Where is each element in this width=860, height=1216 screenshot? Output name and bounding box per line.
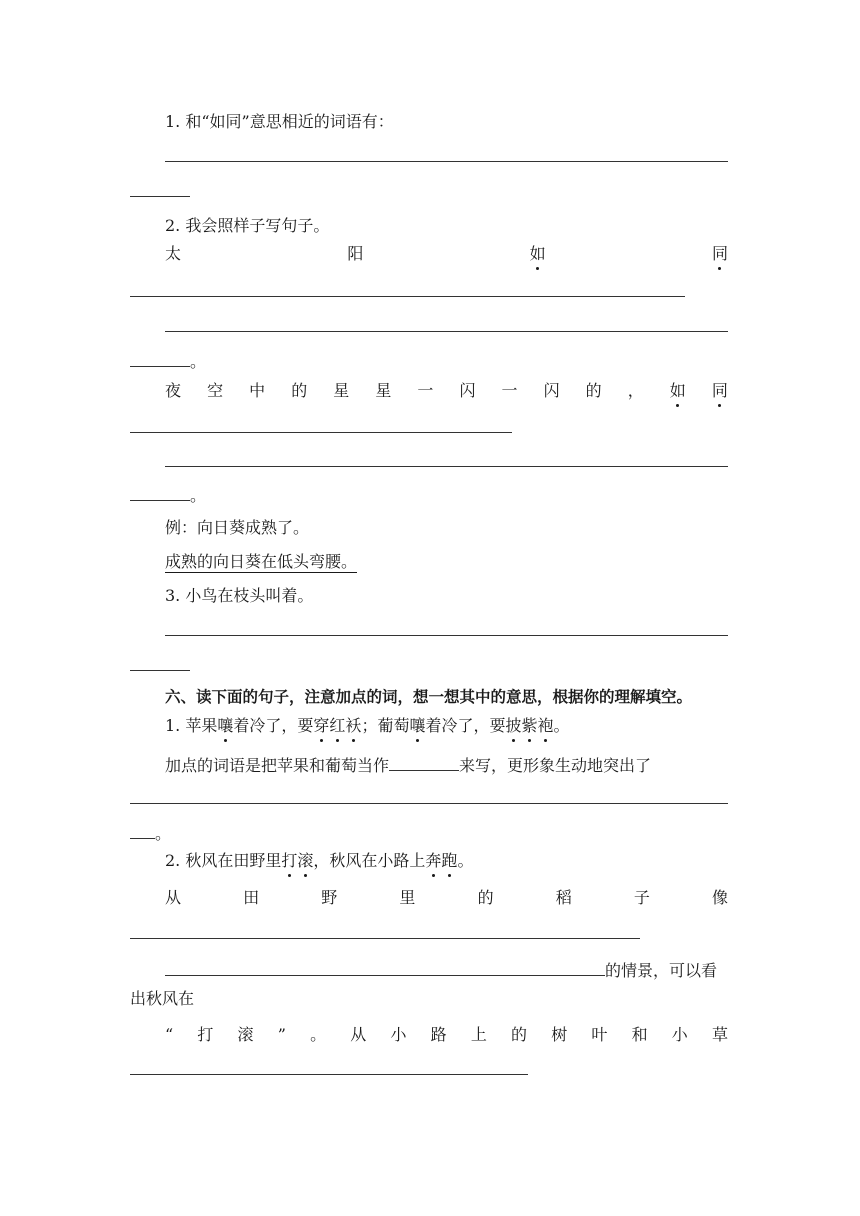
answer-line[interactable] xyxy=(130,803,728,804)
period: 。 xyxy=(190,486,207,505)
sentence-line-3: 从 田 野 里 的 稻 子 像 xyxy=(165,888,728,907)
example-label: 例：向日葵成熟了。 xyxy=(165,518,310,537)
answer-line[interactable] xyxy=(130,366,190,367)
sentence-2: 2. 秋风在田野里打滚，秋风在小路上奔跑。 xyxy=(165,851,474,870)
question-2: 2. 我会照样子写句子。 xyxy=(165,216,330,235)
answer-line[interactable] xyxy=(130,670,190,671)
answer-line[interactable] xyxy=(130,938,640,939)
period: 。 xyxy=(190,352,207,371)
sentence-line-1: 太 阳 如 同 xyxy=(165,244,728,263)
sentence-1: 1. 苹果嚷着冷了，要穿红袄；葡萄嚷着冷了，要披紫袍。 xyxy=(165,716,570,735)
answer-line[interactable] xyxy=(165,466,728,467)
answer-line[interactable] xyxy=(130,296,685,297)
fill-sentence-2-cont: 出秋风在 xyxy=(130,989,195,1008)
sentence-line-4: “ 打 滚 ” 。 从 小 路 上 的 树 叶 和 小 草 xyxy=(165,1025,728,1044)
answer-line[interactable] xyxy=(130,500,190,501)
blank-field[interactable] xyxy=(165,959,605,976)
question-1: 1. 和“如同”意思相近的词语有： xyxy=(165,112,394,131)
example-answer: 成熟的向日葵在低头弯腰。 xyxy=(165,552,358,571)
answer-line[interactable] xyxy=(165,161,728,162)
answer-line[interactable] xyxy=(165,331,728,332)
answer-line[interactable] xyxy=(130,432,512,433)
answer-line[interactable] xyxy=(165,635,728,636)
fill-sentence-2: 的情景，可以看 xyxy=(165,959,717,981)
answer-line[interactable] xyxy=(130,838,155,839)
period: 。 xyxy=(155,824,172,843)
answer-line[interactable] xyxy=(130,196,190,197)
sentence-line-2: 夜 空 中 的 星 星 一 闪 一 闪 的 ， 如 同 xyxy=(165,381,728,400)
fill-sentence-1: 加点的词语是把苹果和葡萄当作 来写，更形象生动地突出了 xyxy=(165,756,652,775)
question-3: 3. 小鸟在枝头叫着。 xyxy=(165,586,314,605)
answer-line[interactable] xyxy=(130,1074,528,1075)
section-6-heading: 六、读下面的句子，注意加点的词，想一想其中的意思，根据你的理解填空。 xyxy=(165,688,693,706)
blank-field[interactable] xyxy=(389,754,459,771)
